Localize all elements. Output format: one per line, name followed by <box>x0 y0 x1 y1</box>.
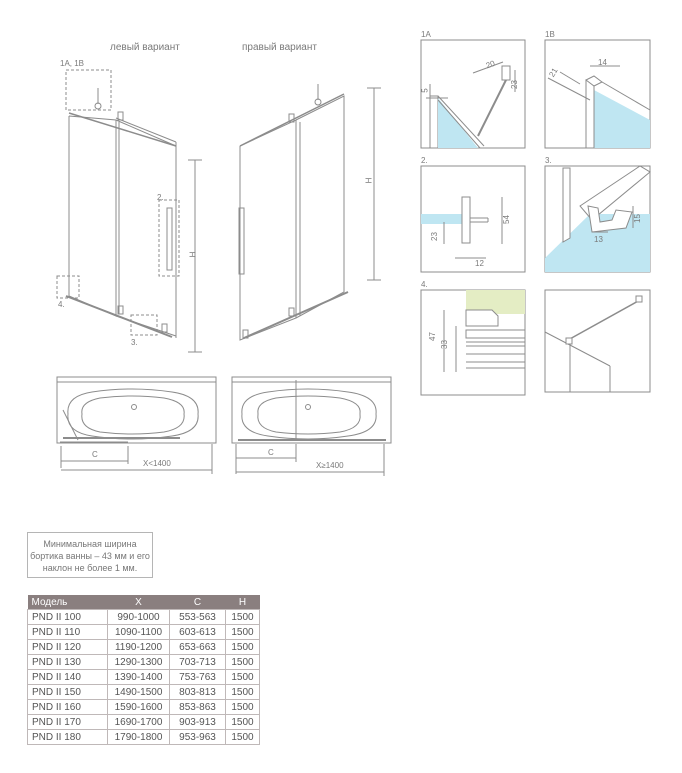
bathtub-rim-note: Минимальная ширина бортика ванны – 43 мм и его наклон не более 1 мм. <box>27 532 153 578</box>
table-row <box>28 685 260 700</box>
detail-1b-dim-14: 14 <box>598 58 607 67</box>
detail-1b-dim-21: 21 <box>547 66 560 79</box>
cell-model: PND II 170 <box>28 715 108 730</box>
cell-x: 990-1000 <box>108 610 170 625</box>
header-model: Модель <box>28 595 108 610</box>
cell-model: PND II 100 <box>28 610 108 625</box>
callout-4: 4. <box>58 300 65 309</box>
cell-x: 1190-1200 <box>108 640 170 655</box>
detail-1a-dim-20: 20 <box>484 58 497 71</box>
detail-1a-dim-23: 23 <box>509 80 519 89</box>
cell-h: 1500 <box>226 685 260 700</box>
header-h: H <box>226 595 260 610</box>
cell-x: 1290-1300 <box>108 655 170 670</box>
detail-4-dim-33: 33 <box>439 340 449 349</box>
detail-5 <box>545 290 650 392</box>
table-row <box>28 625 260 640</box>
cell-h: 1500 <box>226 730 260 745</box>
cell-h: 1500 <box>226 715 260 730</box>
plan-left-x-label: X<1400 <box>143 459 171 468</box>
cell-c: 603-613 <box>170 625 226 640</box>
callout-2: 2. <box>157 193 164 202</box>
cell-x: 1690-1700 <box>108 715 170 730</box>
cell-model: PND II 110 <box>28 625 108 640</box>
right-variant-label: правый вариант <box>242 42 317 53</box>
detail-3-title: 3. <box>545 156 552 165</box>
plan-left-c-label: C <box>92 450 98 459</box>
table-row <box>28 700 260 715</box>
left-variant-label: левый вариант <box>110 42 180 53</box>
cell-h: 1500 <box>226 640 260 655</box>
left-variant-drawing <box>57 70 202 352</box>
table-row <box>28 655 260 670</box>
cell-c: 853-863 <box>170 700 226 715</box>
detail-1b-title: 1B <box>545 30 555 39</box>
spec-table-header <box>28 595 260 610</box>
header-x: X <box>108 595 170 610</box>
detail-2-dim-23: 23 <box>429 232 439 241</box>
detail-3-dim-13: 13 <box>594 235 603 244</box>
cell-c: 753-763 <box>170 670 226 685</box>
cell-x: 1490-1500 <box>108 685 170 700</box>
table-row <box>28 730 260 745</box>
cell-c: 703-713 <box>170 655 226 670</box>
plan-left <box>57 377 216 474</box>
table-row <box>28 715 260 730</box>
detail-3-dim-15: 15 <box>632 214 642 223</box>
right-variant-drawing <box>239 84 381 340</box>
cell-c: 903-913 <box>170 715 226 730</box>
detail-4 <box>421 290 525 395</box>
cell-x: 1090-1100 <box>108 625 170 640</box>
detail-2-dim-54: 54 <box>501 215 511 224</box>
cell-c: 553-563 <box>170 610 226 625</box>
cell-model: PND II 140 <box>28 670 108 685</box>
cell-model: PND II 160 <box>28 700 108 715</box>
table-row <box>28 670 260 685</box>
plan-right-c-label: C <box>268 448 274 457</box>
detail-4-dim-47: 47 <box>427 332 437 341</box>
cell-h: 1500 <box>226 655 260 670</box>
cell-x: 1590-1600 <box>108 700 170 715</box>
detail-4-title: 4. <box>421 280 428 289</box>
detail-1a-dim-5: 5 <box>420 88 430 93</box>
detail-2-dim-12: 12 <box>475 259 484 268</box>
cell-model: PND II 180 <box>28 730 108 745</box>
detail-1b <box>545 40 650 148</box>
spec-table <box>27 595 260 745</box>
detail-2-title: 2. <box>421 156 428 165</box>
cell-model: PND II 120 <box>28 640 108 655</box>
cell-h: 1500 <box>226 610 260 625</box>
cell-h: 1500 <box>226 625 260 640</box>
height-label-right: H <box>364 177 374 184</box>
callout-3: 3. <box>131 338 138 347</box>
height-label-left: H <box>188 251 198 258</box>
plan-right-x-label: X≥1400 <box>316 461 344 470</box>
cell-x: 1390-1400 <box>108 670 170 685</box>
cell-h: 1500 <box>226 700 260 715</box>
cell-x: 1790-1800 <box>108 730 170 745</box>
detail-1a-title: 1A <box>421 30 431 39</box>
cell-model: PND II 150 <box>28 685 108 700</box>
table-row <box>28 610 260 625</box>
callout-1a-1b: 1A, 1B <box>60 59 85 68</box>
cell-c: 953-963 <box>170 730 226 745</box>
cell-h: 1500 <box>226 670 260 685</box>
table-row <box>28 640 260 655</box>
header-c: C <box>170 595 226 610</box>
cell-c: 653-663 <box>170 640 226 655</box>
cell-model: PND II 130 <box>28 655 108 670</box>
plan-right <box>232 377 391 476</box>
detail-1a <box>421 40 525 148</box>
cell-c: 803-813 <box>170 685 226 700</box>
